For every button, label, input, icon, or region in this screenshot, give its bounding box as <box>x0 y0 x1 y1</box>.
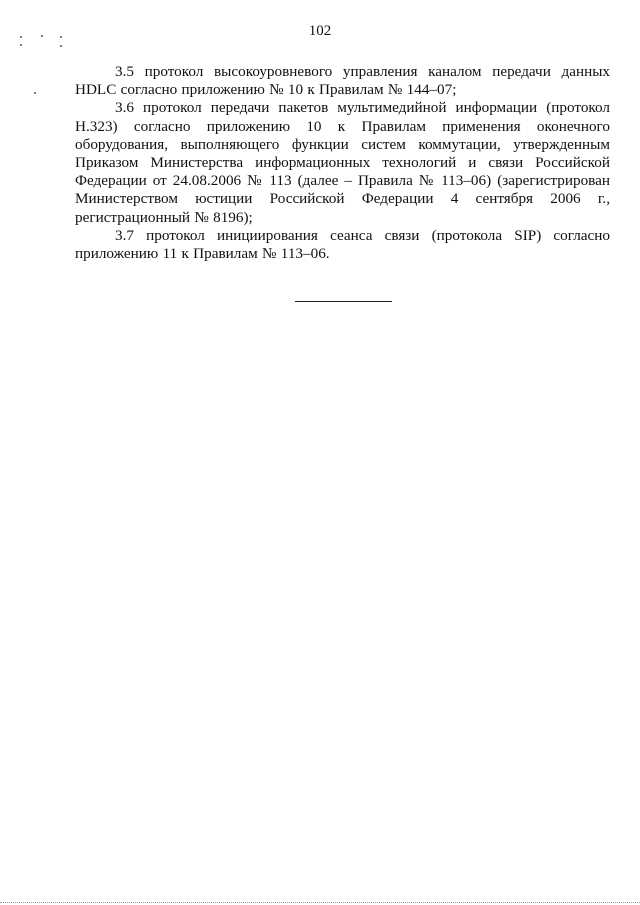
page-number: 102 <box>308 23 332 39</box>
paragraph-3-7: 3.7 протокол инициирования сеанса связи (протокола SIP) согласно приложению 11 к Правилам № 113–06. <box>75 226 610 263</box>
scan-dot <box>34 92 36 94</box>
paragraph-3-6: 3.6 протокол передачи пакетов мультимедийной информации (протокол H.323) согласно приложению 10 к Правилам применения оконечного оборудования, выполняющего функции систем коммутации, утвержденным Приказом Министерства информационных технологий и связи Российской Федерации от 24.08.2006 № 113 (далее – Правила № 113–06) (зарегистрирован Министерством юстиции Российской Федерации 4 сентября 2006 г., регистрационный № 8196); <box>75 99 610 226</box>
scan-dot <box>20 36 22 38</box>
scan-dot <box>41 35 43 37</box>
document-body <box>75 63 610 263</box>
scan-dot <box>20 44 22 46</box>
closing-rule <box>295 301 392 302</box>
scan-dot <box>60 45 62 47</box>
scan-dot <box>60 36 62 38</box>
scan-bottom-edge <box>0 902 640 904</box>
scan-artifact-marks <box>20 32 80 102</box>
paragraph-3-5: 3.5 протокол высокоуровневого управления каналом передачи данных HDLC согласно приложению № 10 к Правилам № 144–07; <box>75 63 610 99</box>
